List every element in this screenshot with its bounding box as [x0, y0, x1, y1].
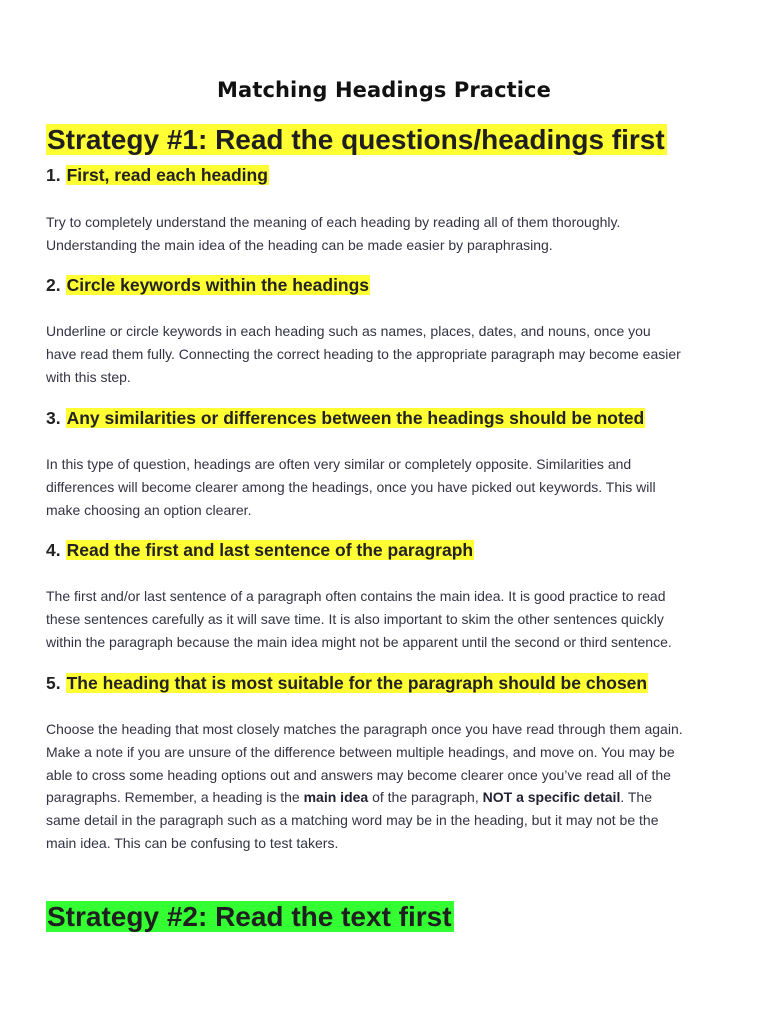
paragraph-line: have read them fully. Connecting the correct heading to the appropriate paragraph may become easier [46, 345, 681, 362]
emphasis-main-idea: main idea [303, 789, 369, 806]
step-4-heading-text: Read the first and last sentence of the paragraph [66, 540, 474, 560]
paragraph-line: these sentences carefully as it will save time. It is also important to skim the other sentences quickly [46, 610, 664, 627]
step-2-heading-text: Circle keywords within the headings [66, 275, 370, 295]
emphasis-not-specific-detail: NOT a specific detail [482, 789, 621, 806]
step-5-heading [46, 671, 648, 695]
paragraph-line: Understanding the main idea of the heading can be made easier by paraphrasing. [46, 236, 553, 253]
step-5-heading-text: The heading that is most suitable for the paragraph should be chosen [66, 673, 648, 693]
step-1-heading [46, 163, 269, 187]
step-1-number: 1. [46, 165, 61, 185]
line-text: paragraphs. Remember, a heading is the [46, 789, 304, 806]
strategy-1-heading [46, 122, 667, 158]
step-1-paragraph [46, 211, 736, 257]
paragraph-line: Choose the heading that most closely matches the paragraph once you have read through them again. [46, 721, 683, 737]
paragraph-line: able to cross some heading options out and answers may become clearer once you’ve read all of the [46, 766, 671, 783]
step-1-heading-text: First, read each heading [66, 165, 268, 185]
paragraph-line: make choosing an option clearer. [46, 501, 252, 518]
paragraph-line: Try to completely understand the meaning of each heading by reading all of them thoroughly. [46, 214, 621, 230]
paragraph-line-with-emphasis [46, 786, 736, 809]
step-5-paragraph [46, 718, 736, 855]
paragraph-line: main idea. This can be confusing to test takers. [46, 834, 339, 851]
paragraph-line: with this step. [46, 368, 131, 385]
paragraph-line: Underline or circle keywords in each heading such as names, places, dates, and nouns, once you [46, 323, 651, 339]
step-2-heading [46, 273, 370, 297]
step-2-paragraph [46, 320, 736, 388]
step-4-heading [46, 538, 474, 562]
page-title: Matching Headings Practice [217, 78, 551, 102]
paragraph-line: same detail in the paragraph such as a matching word may be in the heading, but it may not be the [46, 812, 659, 829]
paragraph-line: differences will become clearer among the headings, once you have picked out keywords. This will [46, 478, 656, 495]
strategy-2-heading-text: Strategy #2: Read the text first [47, 901, 452, 932]
step-3-heading-text: Any similarities or differences between the headings should be noted [66, 408, 645, 428]
line-text: . The [620, 789, 652, 806]
paragraph-line: In this type of question, headings are often very similar or completely opposite. Similarities and [46, 456, 632, 472]
step-2-number: 2. [46, 275, 61, 295]
step-3-paragraph [46, 453, 736, 521]
step-4-paragraph [46, 585, 736, 653]
step-3-number: 3. [46, 408, 61, 428]
step-3-heading [46, 406, 645, 430]
step-5-number: 5. [46, 673, 61, 693]
paragraph-line: Make a note if you are unsure of the difference between multiple headings, and move on. You may be [46, 743, 675, 760]
paragraph-line: The first and/or last sentence of a paragraph often contains the main idea. It is good practice to read [46, 588, 666, 604]
paragraph-line: within the paragraph because the main idea might not be apparent until the second or third sentence. [46, 633, 672, 650]
strategy-2-heading [46, 899, 454, 935]
step-4-number: 4. [46, 540, 61, 560]
line-text: of the paragraph, [368, 789, 483, 806]
strategy-1-heading-text: Strategy #1: Read the questions/headings first [47, 124, 665, 155]
